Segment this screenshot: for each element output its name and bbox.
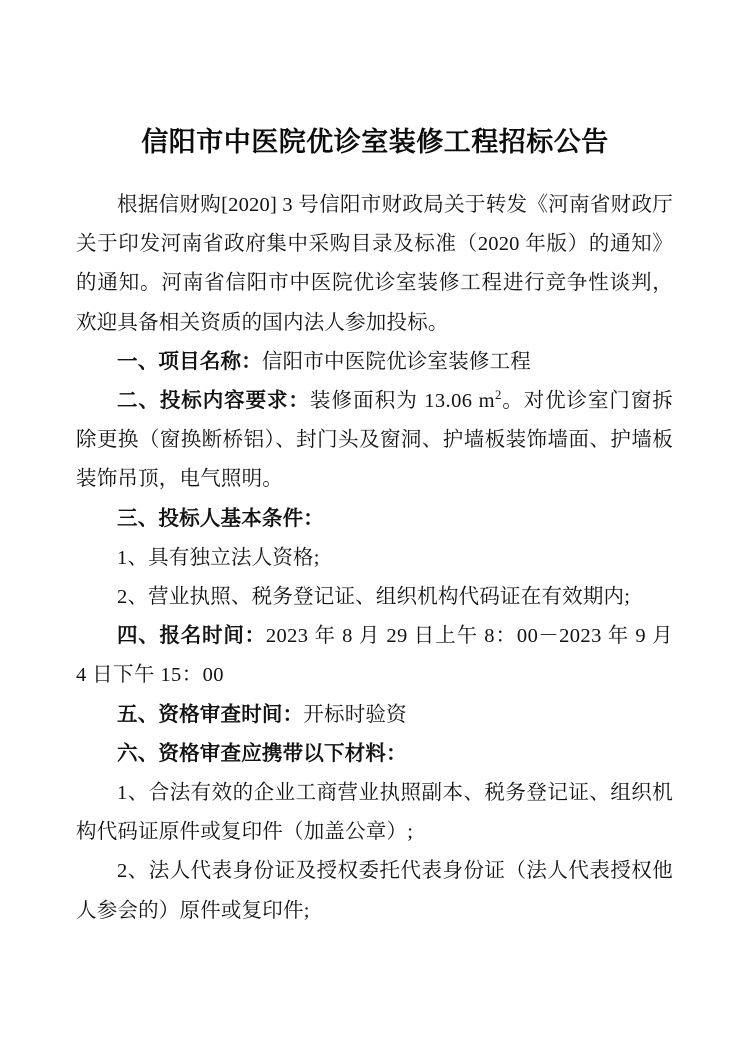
- paragraph-item-6-sub-1: 1、合法有效的企业工商营业执照副本、税务登记证、组织机构代码证原件或复印件（加盖公章）;: [76, 782, 673, 844]
- paragraph-item-6-sub-2: 2、法人代表身份证及授权委托代表身份证（法人代表授权他人参会的）原件或复印件;: [76, 860, 673, 922]
- paragraph-item-1: [76, 343, 673, 382]
- item-1-value: 信阳市中医院优诊室装修工程: [261, 350, 532, 373]
- item-2-area-value: 装修面积为 13.06 m: [309, 390, 495, 413]
- item-5-label: 五、资格审查时间：: [117, 703, 304, 726]
- paragraph-item-6: [76, 735, 673, 774]
- paragraph-item-5: [76, 696, 673, 735]
- page-title: 信阳市中医院优诊室装修工程招标公告: [141, 127, 609, 158]
- item-5-value: 开标时验资: [303, 703, 407, 726]
- paragraph-item-3-sub-2: 2、营业执照、税务登记证、组织机构代码证在有效期内;: [117, 586, 631, 609]
- item-2-label: 二、投标内容要求：: [117, 390, 310, 413]
- item-4-label: 四、报名时间：: [117, 625, 266, 648]
- item-4-value: 2023 年 8 月 29 日上午 8：00－2023 年 9 月 4 日下午 15：00: [76, 625, 673, 687]
- paragraph-item-4: [76, 617, 673, 695]
- paragraph-item-3-sub-1: 1、具有独立法人资格;: [117, 546, 320, 569]
- item-1-label: 一、项目名称：: [117, 350, 262, 373]
- paragraph-item-3: [76, 500, 673, 539]
- document-body: [76, 186, 673, 931]
- item-2-scope-value: 。对优诊室门窗拆除更换（窗换断桥铝）、封门头及窗洞、护墙板装饰墙面、护墙板装饰吊顶，电气照明。: [76, 390, 673, 491]
- item-3-label: 三、投标人基本条件：: [117, 507, 324, 530]
- item-6-label: 六、资格审查应携带以下材料：: [117, 742, 407, 765]
- paragraph-item-2: [76, 382, 673, 500]
- paragraph-intro: 根据信财购[2020] 3 号信阳市财政局关于转发《河南省财政厅关于印发河南省政府集中采购目录及标准（2020 年版）的通知》的通知。河南省信阳市中医院优诊室装修工程进行竞争性谈判，欢迎具备相关资质的国内法人参加投标。: [76, 194, 673, 334]
- item-2-area-superscript: 2: [494, 388, 502, 403]
